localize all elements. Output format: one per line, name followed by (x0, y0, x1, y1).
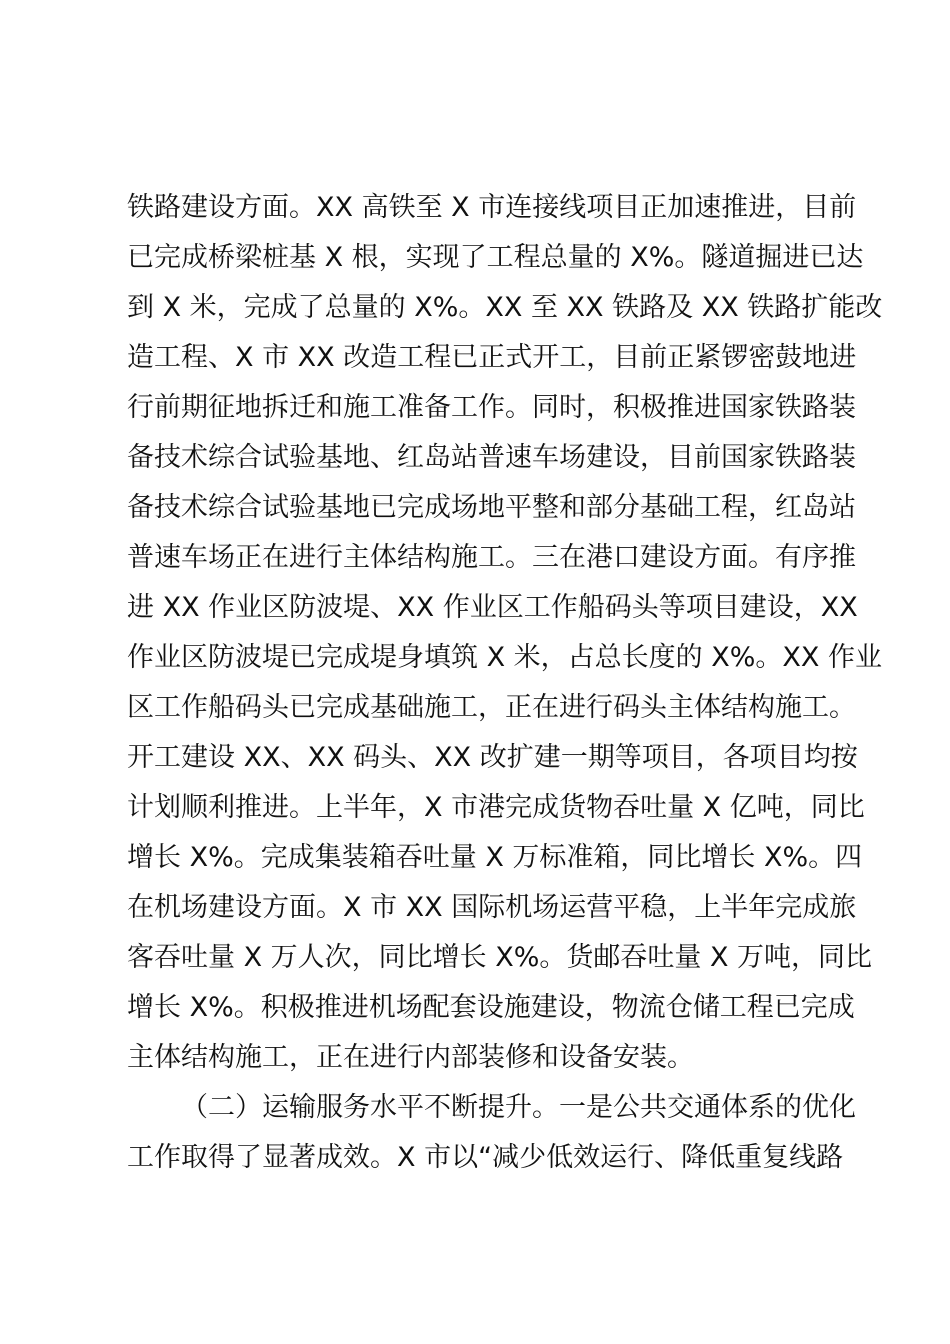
text-line-5: 行前期征地拆迁和施工准备工作。同时，积极推进国家铁路装 (127, 392, 856, 423)
text-line-1: 铁路建设方面。XX 高铁至 X 市连接线项目正加速推进，目前 (127, 192, 857, 223)
text-line-10: 作业区防波堤已完成堤身填筑 X 米，占总长度的 X%。XX 作业 (127, 642, 882, 673)
text-line-7: 备技术综合试验基地已完成场地平整和部分基础工程，红岛站 (127, 492, 856, 523)
text-line-3: 到 X 米，完成了总量的 X%。XX 至 XX 铁路及 XX 铁路扩能改 (127, 292, 883, 323)
text-line-12: 开工建设 XX、XX 码头、XX 改扩建一期等项目，各项目均按 (127, 742, 858, 773)
text-line-17: 增长 X%。积极推进机场配套设施建设，物流仓储工程已完成 (127, 992, 855, 1023)
text-line-4: 造工程、X 市 XX 改造工程已正式开工，目前正紧锣密鼓地进 (127, 342, 857, 373)
text-line-18: 主体结构施工，正在进行内部装修和设备安装。 (127, 1042, 694, 1073)
text-line-19: （二）运输服务水平不断提升。一是公共交通体系的优化 (181, 1092, 856, 1123)
body-text (127, 183, 883, 1183)
text-line-13: 计划顺利推进。上半年，X 市港完成货物吞吐量 X 亿吨，同比 (127, 792, 865, 823)
text-line-6: 备技术综合试验基地、红岛站普速车场建设，目前国家铁路装 (127, 442, 856, 473)
text-line-20: 工作取得了显著成效。X 市以“减少低效运行、降低重复线路 (127, 1142, 844, 1173)
text-line-15: 在机场建设方面。X 市 XX 国际机场运营平稳，上半年完成旅 (127, 892, 857, 923)
text-line-11: 区工作船码头已完成基础施工，正在进行码头主体结构施工。 (127, 692, 856, 723)
text-line-8: 普速车场正在进行主体结构施工。三在港口建设方面。有序推 (127, 542, 856, 573)
text-line-16: 客吞吐量 X 万人次，同比增长 X%。货邮吞吐量 X 万吨，同比 (127, 942, 873, 973)
text-line-2: 已完成桥梁桩基 X 根，实现了工程总量的 X%。隧道掘进已达 (127, 242, 864, 273)
text-line-9: 进 XX 作业区防波堤、XX 作业区工作船码头等项目建设，XX (127, 592, 858, 623)
text-line-14: 增长 X%。完成集装箱吞吐量 X 万标准箱，同比增长 X%。四 (127, 842, 863, 873)
